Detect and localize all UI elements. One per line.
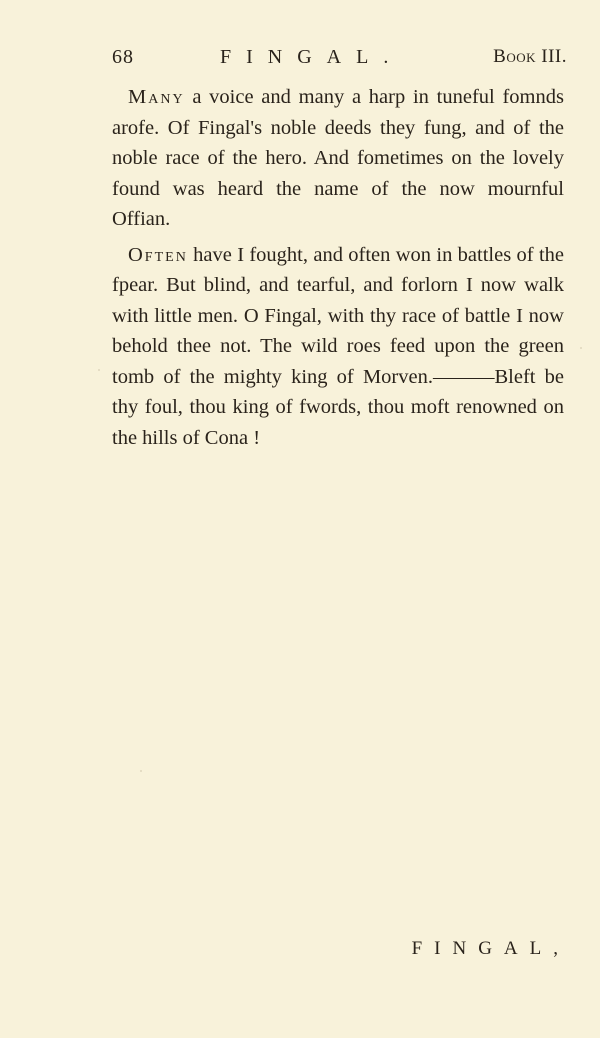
paragraph-2-text: have I fought, and often won in battles of the fpear. But blind, and tearful, and forlorn I now walk with little men. O Fingal, with thy race of battle I now behold thee not. The wild roes feed upon the green tomb of the mighty king of Morven.———Bleft be thy foul, thou king of fwords, thou moft renowned on the hills of Cona ! (112, 243, 564, 449)
paper-speck (580, 347, 582, 349)
paragraph-1 (112, 82, 564, 235)
paragraph-2 (112, 240, 564, 454)
catchword: FINGAL, (411, 938, 570, 959)
page-number: 68 (112, 46, 134, 68)
paper-speck (140, 770, 142, 772)
paragraph-1-lead: Many (128, 86, 185, 108)
paragraph-1-text: a voice and many a harp in tuneful fomnds arofe. Of Fingal's noble deeds they fung, and of the noble race of the hero. And fometimes on the lovely found was heard the name of the now mournful Offian. (112, 86, 564, 230)
paragraph-2-lead: Often (128, 243, 188, 266)
book-label: Book III. (493, 46, 567, 67)
paper-speck (98, 369, 100, 371)
running-title: FINGAL. (220, 46, 404, 68)
body-text (112, 82, 564, 458)
page-header (112, 46, 567, 78)
